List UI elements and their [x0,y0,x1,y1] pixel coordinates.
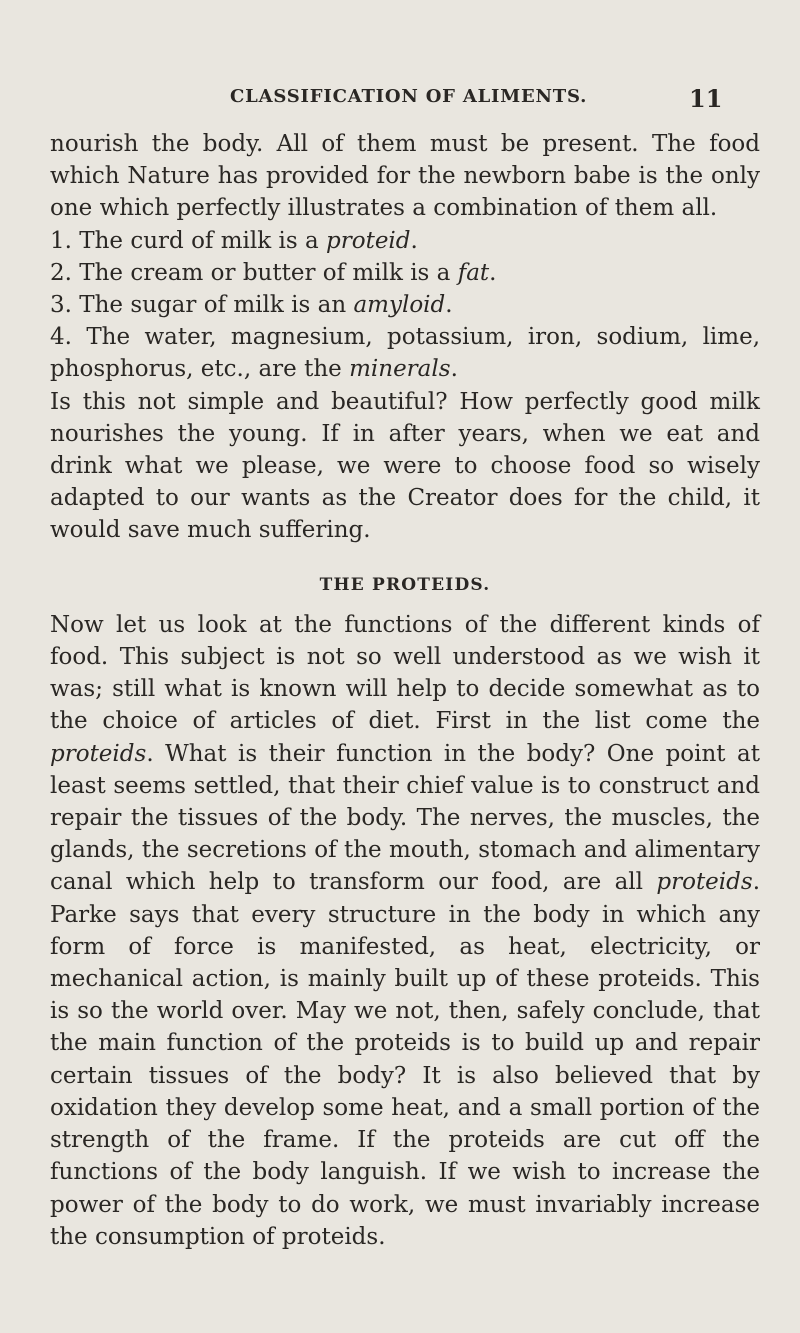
section-paragraph [50,609,760,1253]
list-item [50,225,760,257]
list-text: The water, magnesium, potassium, iron, sodium, lime, phosphorus, etc., are the [50,324,761,383]
section-text-part-2: . What is their function in the body? One point at least seems settled, that their chief value is to construct and repair the tissues of the body. The nerves, the muscles, the glands, the secretions of the mouth, stomach and alimentary canal which help to transform our food, are all [50,740,760,896]
list-term: fat [457,259,490,286]
page-number: 11 [689,84,723,113]
list-term: amyloid [353,292,446,319]
list-item [50,321,760,385]
running-head: CLASSIFICATION OF ALIMENTS. [230,86,588,107]
list-text: The sugar of milk is an [79,292,347,319]
section-text-part-3: . Parke says that every structure in the body in which any form of force is manifested, as heat, electricity, or mechanical action, is mainly built up of these proteids. This is so the world over. May we not, then, safely conclude, that the main function of the proteids is to build up and repair certain tissues of the body? It is also believed that by oxidation they develop some heat, and a small portion of the strength of the frame. If the proteids are cut off the functions of the body languish. If we wish to increase the power of the body to do work, we must invariably increase the consumption of proteids. [50,869,760,1250]
list-number: 4. [50,324,72,351]
list-number: 1. [50,227,72,254]
list-text: The curd of milk is a [79,227,319,254]
section-text-part-1: Now let us look at the functions of the different kinds of food. This subject is not so well understood as we wish it was; still what is known will help to decide somewhat as to the choice of articles of diet. First in the list come the [50,611,760,735]
list-suffix: . [410,227,418,254]
list-item [50,257,760,289]
list-number: 3. [50,292,72,319]
intro-paragraph: nourish the body. All of them must be present. The food which Nature has provided for the newborn babe is the only one which perfectly illustrates a combination of them all. [50,131,760,222]
list-term: minerals [349,356,451,383]
section-title: THE PROTEIDS. [319,574,491,595]
list-suffix: . [445,292,453,319]
section-term-proteids: proteids [50,740,147,767]
section-term-proteids-2: proteids [656,869,753,896]
list-suffix: . [450,356,458,383]
list-suffix: . [489,259,497,286]
list-term: proteid [326,227,411,254]
list-text: The cream or butter of milk is a [79,259,451,286]
list-item [50,289,760,321]
follow-up-paragraph: Is this not simple and beautiful? How perfectly good milk nourishes the young. If in after years, when we eat and drink what we please, we were to choose food so wisely adapted to our wants as the Creator does for the child, it would save much suffering. [50,388,760,544]
page-header [0,84,800,112]
page-body [50,128,760,1253]
list-number: 2. [50,259,72,286]
